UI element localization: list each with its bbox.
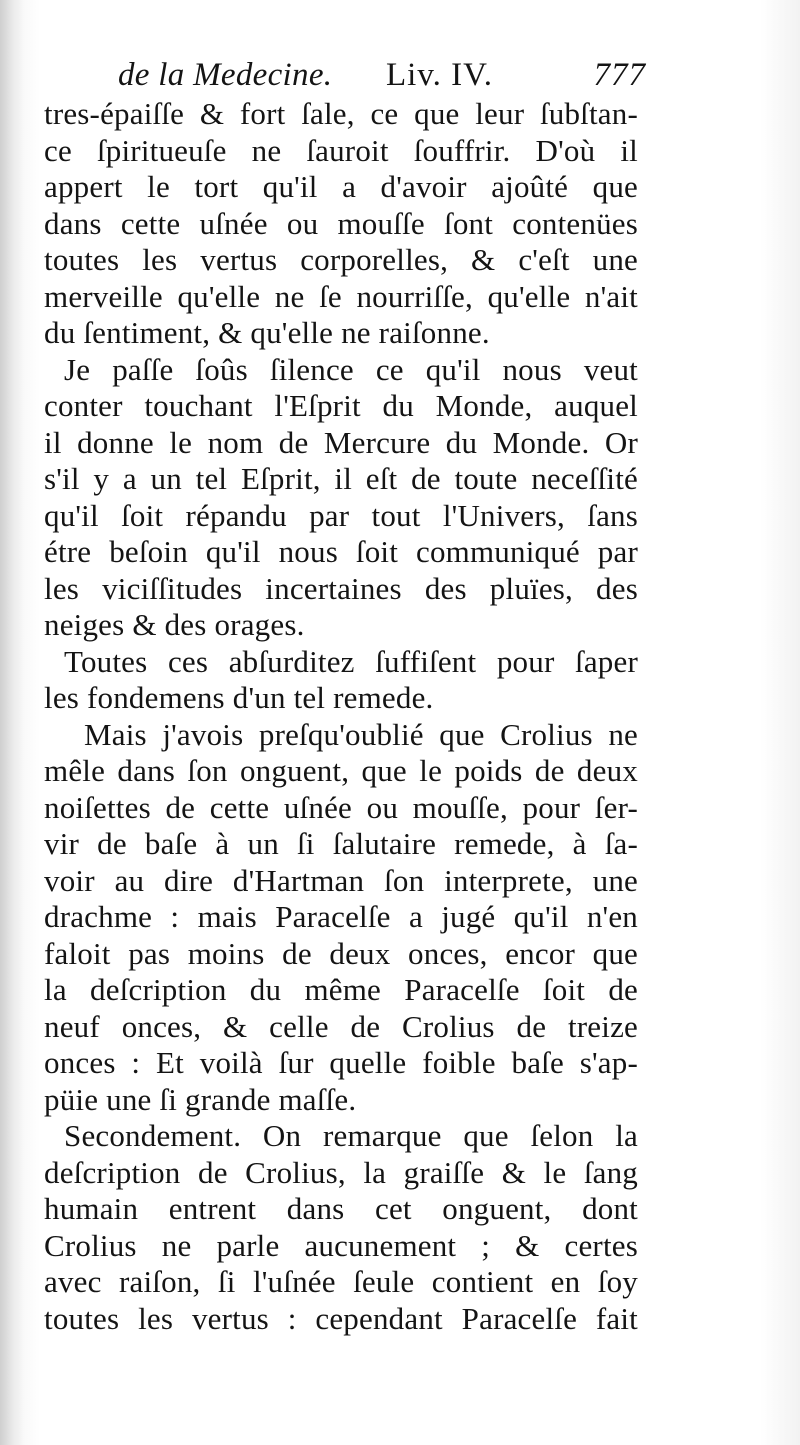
page-header <box>118 52 646 98</box>
text-line: neuf onces, & celle de Crolius de treize <box>44 1008 638 1044</box>
text-line: conter touchant l'Eſprit du Monde, auquel <box>44 388 638 423</box>
book-reference: Liv. IV. <box>386 57 493 93</box>
text-line: avec raiſon, ſi l'uſnée ſeule contient en ſoy <box>44 1264 638 1299</box>
text-line: voir au dire d'Hartman ſon interprete, une <box>44 862 638 898</box>
text-line: Je paſſe ſoûs ſilence ce qu'il nous veut <box>64 351 638 387</box>
text-line: neiges & des orages. <box>44 607 305 642</box>
page-number: 777 <box>593 57 646 93</box>
text-line: s'il y a un tel Eſprit, il eſt de toute neceſſité <box>44 461 638 496</box>
text-line: faloit pas moins de deux onces, encor que <box>44 935 638 971</box>
text-line: püie une ſi grande maſſe. <box>44 1081 357 1117</box>
page-gutter-shadow <box>0 0 24 1445</box>
text-line: qu'il ſoit répandu par tout l'Univers, ſans <box>44 497 638 533</box>
text-line: Crolius ne parle aucunement ; & certes <box>44 1227 638 1263</box>
text-line: les viciſſitudes incertaines des pluïes, des <box>44 570 638 606</box>
text-line: toutes les vertus : cependant Paracelſe fait <box>44 1300 638 1336</box>
text-line: humain entrent dans cet onguent, dont <box>44 1191 638 1226</box>
text-line: les fondemens d'un tel remede. <box>44 680 434 715</box>
text-line: drachme : mais Paracelſe a jugé qu'il n'en <box>44 899 638 934</box>
text-line: noiſettes de cette uſnée ou mouſſe, pour ſer- <box>44 789 638 825</box>
text-line: ce ſpiritueuſe ne ſauroit ſouffrir. D'où il <box>44 132 638 168</box>
text-line: deſcription de Crolius, la graiſſe & le ſang <box>44 1154 638 1190</box>
text-line: vir de baſe à un ſi ſalutaire remede, à ſa- <box>44 826 638 861</box>
text-line: merveille qu'elle ne ſe nourriſſe, qu'elle n'ait <box>44 278 638 314</box>
text-line: étre beſoin qu'il nous ſoit communiqué par <box>44 534 638 569</box>
body-text <box>44 96 638 1337</box>
text-line: onces : Et voilà ſur quelle foible baſe s'ap- <box>44 1045 638 1080</box>
text-line: Toutes ces abſurditez ſuffiſent pour ſaper <box>64 643 638 679</box>
text-line: Secondement. On remarque que ſelon la <box>64 1118 638 1153</box>
text-line: mêle dans ſon onguent, que le poids de deux <box>44 753 638 788</box>
text-line: du ſentiment, & qu'elle ne raiſonne. <box>44 315 490 350</box>
text-line: il donne le nom de Mercure du Monde. Or <box>44 424 638 460</box>
text-line: Mais j'avois preſqu'oublié que Crolius ne <box>84 716 638 752</box>
text-line: la deſcription du même Paracelſe ſoit de <box>44 972 638 1007</box>
text-line: toutes les vertus corporelles, & c'eſt une <box>44 242 638 277</box>
text-line: dans cette uſnée ou mouſſe ſont contenües <box>44 205 638 241</box>
text-line: appert le tort qu'il a d'avoir ajoûté que <box>44 169 638 204</box>
text-line: tres-épaiſſe & fort ſale, ce que leur ſubſtan- <box>44 96 638 131</box>
running-title: de la Medecine. <box>118 57 333 93</box>
